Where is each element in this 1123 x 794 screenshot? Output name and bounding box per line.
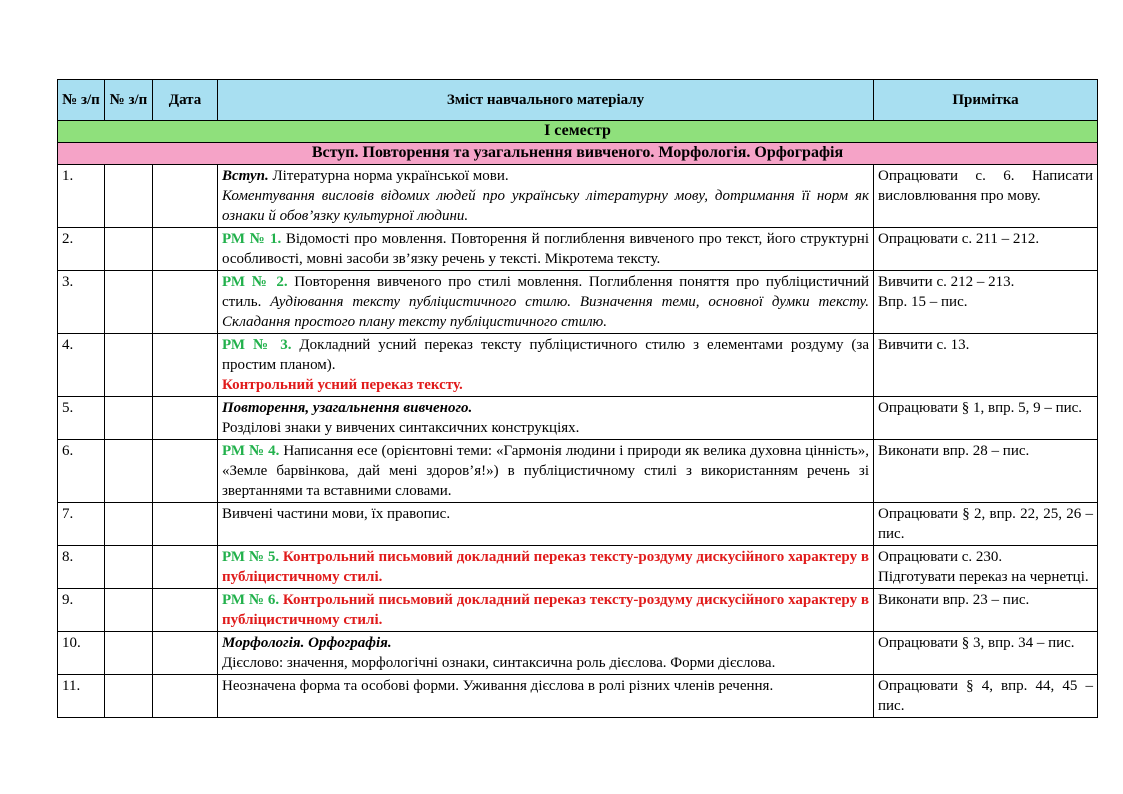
- content-text: Повторення вивченого про стилі мовлення. Поглиблення поняття про публіцистичний стиль.: [222, 274, 869, 310]
- row-number: 8.: [58, 546, 105, 589]
- content-paragraph: [222, 504, 869, 524]
- note-line: Опрацювати § 4, впр. 44, 45 – пис.: [878, 678, 1093, 714]
- note-line: Вивчити с. 212 – 213.: [878, 274, 1015, 290]
- content-text: Відомості про мовлення. Повторення й поглиблення вивченого про текст, його структурні особливості, мовні засоби зв’язку речень у тексті. Мікротема тексту.: [222, 231, 870, 267]
- speech-lesson-label: РМ № 4.: [222, 443, 280, 459]
- content-paragraph: [222, 653, 869, 673]
- row-number: 1.: [58, 165, 105, 228]
- note-line: Виконати впр. 28 – пис.: [878, 443, 1030, 459]
- table-row: [58, 334, 1098, 397]
- header-number-2: № з/п: [105, 80, 153, 121]
- row-number: 2.: [58, 228, 105, 271]
- speech-lesson-label: РМ № 1.: [222, 231, 282, 247]
- semester-title: І семестр: [58, 121, 1098, 143]
- content-paragraph: [222, 441, 869, 501]
- content-italic-text: Аудіювання тексту публіцистичного стилю. Визначення теми, основної думки тексту. Складання простого плану тексту публіцистичного стилю.: [222, 294, 869, 330]
- row-note: [874, 503, 1098, 546]
- table-row: [58, 632, 1098, 675]
- row-number-2: [105, 675, 153, 718]
- table-row: [58, 546, 1098, 589]
- content-text: Вивчені частини мови, їх правопис.: [222, 506, 451, 522]
- content-text: Літературна норма української мови.: [268, 168, 509, 184]
- row-date: [153, 397, 218, 440]
- row-date: [153, 632, 218, 675]
- speech-lesson-label: РМ № 6.: [222, 592, 280, 608]
- speech-lesson-label: РМ № 5.: [222, 549, 280, 565]
- row-number: 9.: [58, 589, 105, 632]
- row-number-2: [105, 632, 153, 675]
- content-text: Неозначена форма та особові форми. Уживання дієслова в ролі різних членів речення.: [222, 678, 774, 694]
- table-row: [58, 503, 1098, 546]
- row-number-2: [105, 589, 153, 632]
- row-date: [153, 503, 218, 546]
- row-note: [874, 397, 1098, 440]
- row-number: 7.: [58, 503, 105, 546]
- row-date: [153, 440, 218, 503]
- row-content: [218, 165, 874, 228]
- header-note: Примітка: [874, 80, 1098, 121]
- row-note: [874, 271, 1098, 334]
- section-row: [58, 143, 1098, 165]
- row-note: [874, 675, 1098, 718]
- note-line: Опрацювати с. 6. Написати висловлювання про мову.: [878, 168, 1093, 204]
- content-paragraph: [222, 590, 869, 630]
- row-number-2: [105, 546, 153, 589]
- row-number-2: [105, 440, 153, 503]
- semester-row: [58, 121, 1098, 143]
- note-line: Опрацювати § 2, впр. 22, 25, 26 – пис.: [878, 506, 1093, 542]
- content-paragraph: [222, 229, 869, 269]
- control-work-text: Контрольний усний переказ тексту.: [222, 377, 463, 393]
- row-content: [218, 632, 874, 675]
- content-paragraph: [222, 166, 869, 186]
- content-paragraph: [222, 335, 869, 375]
- content-italic-text: Коментування висловів відомих людей про українську літературну мову, дотримання її норм як ознаки й обов’язку культурної людини.: [222, 188, 869, 224]
- content-paragraph: [222, 272, 869, 332]
- row-number: 3.: [58, 271, 105, 334]
- content-text: Розділові знаки у вивчених синтаксичних конструкціях.: [222, 420, 580, 436]
- note-line: Підготувати переказ на чернетці.: [878, 569, 1089, 585]
- content-paragraph: [222, 375, 869, 395]
- row-number-2: [105, 165, 153, 228]
- content-paragraph: [222, 186, 869, 226]
- content-text: Написання есе (орієнтовні теми: «Гармонія людини і природи як велика духовна цінність», «Земле барвінкова, дай мені здоров’я!») в публіцистичному стилі з використанням речень зі звертаннями та вставними словами.: [222, 443, 869, 499]
- table-row: [58, 228, 1098, 271]
- row-content: [218, 503, 874, 546]
- row-date: [153, 165, 218, 228]
- content-text: Докладний усний переказ тексту публіцистичного стилю з елементами роздуму (за простим планом).: [222, 337, 870, 373]
- note-line: Опрацювати с. 230.: [878, 549, 1003, 565]
- row-content: [218, 397, 874, 440]
- header-number: № з/п: [58, 80, 105, 121]
- table-row: [58, 271, 1098, 334]
- row-note: [874, 546, 1098, 589]
- row-date: [153, 228, 218, 271]
- row-note: [874, 632, 1098, 675]
- section-title: Вступ. Повторення та узагальнення вивченого. Морфологія. Орфографія: [58, 143, 1098, 165]
- row-note: [874, 589, 1098, 632]
- control-work-text: Контрольний письмовий докладний переказ тексту-роздуму дискусійного характеру в публіцистичному стилі.: [222, 592, 870, 628]
- header-date: Дата: [153, 80, 218, 121]
- row-content: [218, 228, 874, 271]
- topic-heading: Повторення, узагальнення вивченого.: [222, 400, 473, 416]
- table-row: [58, 589, 1098, 632]
- row-number: 11.: [58, 675, 105, 718]
- row-date: [153, 589, 218, 632]
- row-number: 10.: [58, 632, 105, 675]
- topic-heading: Морфологія. Орфографія.: [222, 635, 392, 651]
- row-number: 5.: [58, 397, 105, 440]
- row-content: [218, 675, 874, 718]
- content-paragraph: [222, 398, 869, 418]
- row-content: [218, 546, 874, 589]
- row-date: [153, 271, 218, 334]
- content-text: Дієслово: значення, морфологічні ознаки, синтаксична роль дієслова. Форми дієслова.: [222, 655, 776, 671]
- content-paragraph: [222, 633, 869, 653]
- table-row: [58, 397, 1098, 440]
- row-number: 4.: [58, 334, 105, 397]
- table-row: [58, 440, 1098, 503]
- content-paragraph: [222, 418, 869, 438]
- row-note: [874, 334, 1098, 397]
- row-note: [874, 440, 1098, 503]
- row-number-2: [105, 228, 153, 271]
- row-number-2: [105, 503, 153, 546]
- content-paragraph: [222, 547, 869, 587]
- table-row: [58, 165, 1098, 228]
- topic-heading: Вступ.: [222, 168, 269, 184]
- row-date: [153, 546, 218, 589]
- header-row: [58, 80, 1098, 121]
- speech-lesson-label: РМ № 2.: [222, 274, 288, 290]
- row-number-2: [105, 334, 153, 397]
- note-line: Опрацювати § 1, впр. 5, 9 – пис.: [878, 400, 1083, 416]
- header-content: Зміст навчального матеріалу: [218, 80, 874, 121]
- row-number: 6.: [58, 440, 105, 503]
- note-line: Опрацювати § 3, впр. 34 – пис.: [878, 635, 1075, 651]
- control-work-text: Контрольний письмовий докладний переказ тексту-роздуму дискусійного характеру в публіцистичному стилі.: [222, 549, 870, 585]
- row-date: [153, 675, 218, 718]
- lesson-plan-table: [57, 79, 1098, 718]
- row-date: [153, 334, 218, 397]
- row-content: [218, 440, 874, 503]
- row-note: [874, 165, 1098, 228]
- note-line: Впр. 15 – пис.: [878, 294, 968, 310]
- note-line: Виконати впр. 23 – пис.: [878, 592, 1030, 608]
- row-note: [874, 228, 1098, 271]
- content-paragraph: [222, 676, 869, 696]
- row-number-2: [105, 271, 153, 334]
- row-content: [218, 271, 874, 334]
- note-line: Опрацювати с. 211 – 212.: [878, 231, 1040, 247]
- speech-lesson-label: РМ № 3.: [222, 337, 292, 353]
- row-content: [218, 589, 874, 632]
- row-number-2: [105, 397, 153, 440]
- row-content: [218, 334, 874, 397]
- table-row: [58, 675, 1098, 718]
- note-line: Вивчити с. 13.: [878, 337, 970, 353]
